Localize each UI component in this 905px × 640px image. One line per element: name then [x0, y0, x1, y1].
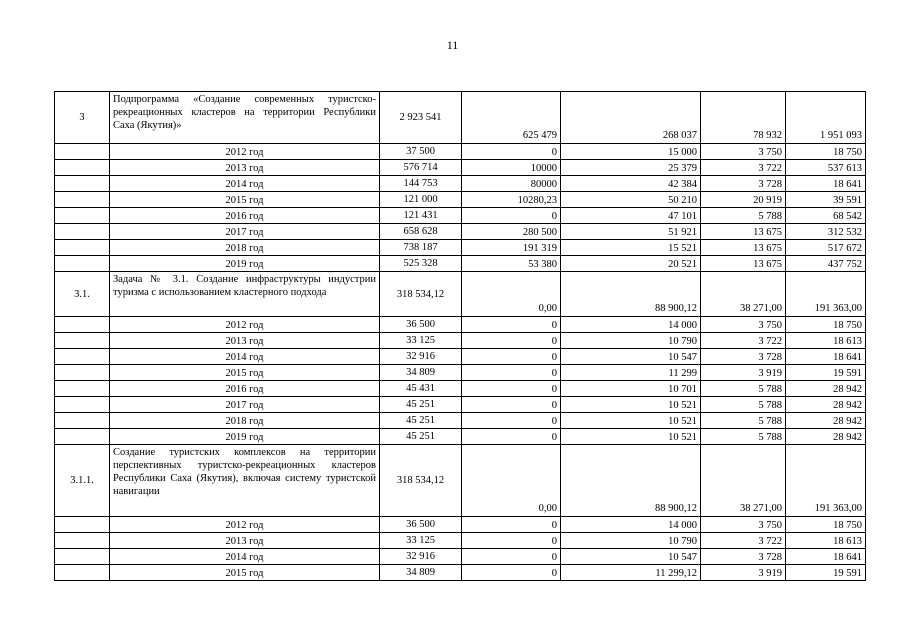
row-number: [55, 429, 110, 445]
row-number: [55, 333, 110, 349]
row-number: [55, 365, 110, 381]
value-cell: 3 722: [701, 333, 786, 349]
value-cell: 1 951 093: [786, 92, 866, 144]
row-number: [55, 413, 110, 429]
value-cell: 51 921: [561, 224, 701, 240]
row-year: 2013 год: [110, 160, 380, 176]
value-cell: 42 384: [561, 176, 701, 192]
total-cell: 33 125: [380, 333, 462, 349]
row-year: 2012 год: [110, 317, 380, 333]
year-row: [55, 349, 866, 365]
total-cell: 658 628: [380, 224, 462, 240]
value-cell: 88 900,12: [561, 272, 701, 317]
row-number: [55, 176, 110, 192]
value-cell: 517 672: [786, 240, 866, 256]
value-cell: 18 641: [786, 349, 866, 365]
value-cell: 3 728: [701, 349, 786, 365]
value-cell: 0: [462, 517, 561, 533]
value-cell: 0: [462, 533, 561, 549]
row-number: [55, 533, 110, 549]
row-year: 2015 год: [110, 192, 380, 208]
year-row: [55, 224, 866, 240]
row-year: 2015 год: [110, 565, 380, 581]
total-cell: 45 431: [380, 381, 462, 397]
value-cell: 18 641: [786, 549, 866, 565]
total-cell: 318 534,12: [380, 445, 462, 517]
year-row: [55, 256, 866, 272]
row-year: 2019 год: [110, 429, 380, 445]
value-cell: 18 750: [786, 144, 866, 160]
value-cell: 5 788: [701, 381, 786, 397]
value-cell: 537 613: [786, 160, 866, 176]
row-number: [55, 256, 110, 272]
row-number: 3.1.: [55, 272, 110, 317]
row-year: 2017 год: [110, 397, 380, 413]
total-cell: 2 923 541: [380, 92, 462, 144]
row-year: 2013 год: [110, 533, 380, 549]
year-row: [55, 517, 866, 533]
total-cell: 34 809: [380, 365, 462, 381]
value-cell: 3 728: [701, 549, 786, 565]
value-cell: 191 363,00: [786, 445, 866, 517]
value-cell: 13 675: [701, 256, 786, 272]
row-number: [55, 224, 110, 240]
value-cell: 38 271,00: [701, 445, 786, 517]
year-row: [55, 413, 866, 429]
value-cell: 53 380: [462, 256, 561, 272]
value-cell: 3 728: [701, 176, 786, 192]
value-cell: 18 613: [786, 333, 866, 349]
value-cell: 14 000: [561, 517, 701, 533]
value-cell: 0: [462, 333, 561, 349]
value-cell: 10 790: [561, 333, 701, 349]
year-row: [55, 333, 866, 349]
value-cell: 0,00: [462, 445, 561, 517]
value-cell: 18 750: [786, 317, 866, 333]
row-name: Задача № 3.1. Создание инфраструктуры индустрии туризма с использованием кластерного подхода: [110, 272, 380, 317]
row-number: [55, 317, 110, 333]
value-cell: 0: [462, 144, 561, 160]
value-cell: 20 919: [701, 192, 786, 208]
year-row: [55, 176, 866, 192]
row-name: Создание туристских комплексов на территории перспективных туристско-рекреационных кластеров Республики Саха (Якутия), включая систему туристской навигации: [110, 445, 380, 517]
row-number: [55, 192, 110, 208]
year-row: [55, 192, 866, 208]
year-row: [55, 144, 866, 160]
total-cell: 36 500: [380, 317, 462, 333]
value-cell: 10 547: [561, 549, 701, 565]
row-number: [55, 240, 110, 256]
value-cell: 20 521: [561, 256, 701, 272]
year-row: [55, 160, 866, 176]
value-cell: 0: [462, 317, 561, 333]
value-cell: 10 521: [561, 429, 701, 445]
value-cell: 5 788: [701, 397, 786, 413]
value-cell: 68 542: [786, 208, 866, 224]
total-cell: 36 500: [380, 517, 462, 533]
total-cell: 45 251: [380, 413, 462, 429]
value-cell: 13 675: [701, 240, 786, 256]
value-cell: 5 788: [701, 429, 786, 445]
value-cell: 18 750: [786, 517, 866, 533]
total-cell: 32 916: [380, 549, 462, 565]
table-body: [55, 92, 866, 581]
value-cell: 268 037: [561, 92, 701, 144]
value-cell: 3 919: [701, 365, 786, 381]
value-cell: 88 900,12: [561, 445, 701, 517]
value-cell: 47 101: [561, 208, 701, 224]
value-cell: 5 788: [701, 413, 786, 429]
section-row: [55, 445, 866, 517]
year-row: [55, 208, 866, 224]
row-year: 2013 год: [110, 333, 380, 349]
total-cell: 34 809: [380, 565, 462, 581]
year-row: [55, 317, 866, 333]
value-cell: 25 379: [561, 160, 701, 176]
value-cell: 50 210: [561, 192, 701, 208]
total-cell: 121 431: [380, 208, 462, 224]
row-year: 2016 год: [110, 381, 380, 397]
value-cell: 28 942: [786, 381, 866, 397]
value-cell: 10000: [462, 160, 561, 176]
value-cell: 3 750: [701, 317, 786, 333]
value-cell: 0: [462, 365, 561, 381]
value-cell: 0: [462, 565, 561, 581]
total-cell: 121 000: [380, 192, 462, 208]
budget-table: [54, 91, 866, 581]
value-cell: 15 521: [561, 240, 701, 256]
value-cell: 10 521: [561, 413, 701, 429]
value-cell: 10 547: [561, 349, 701, 365]
value-cell: 0: [462, 349, 561, 365]
value-cell: 18 613: [786, 533, 866, 549]
value-cell: 11 299,12: [561, 565, 701, 581]
value-cell: 10 790: [561, 533, 701, 549]
total-cell: 738 187: [380, 240, 462, 256]
page-number: 11: [446, 38, 459, 52]
row-year: 2014 год: [110, 176, 380, 192]
row-number: [55, 397, 110, 413]
total-cell: 525 328: [380, 256, 462, 272]
row-year: 2018 год: [110, 240, 380, 256]
value-cell: 15 000: [561, 144, 701, 160]
value-cell: 39 591: [786, 192, 866, 208]
value-cell: 0: [462, 429, 561, 445]
value-cell: 19 591: [786, 365, 866, 381]
row-year: 2012 год: [110, 517, 380, 533]
value-cell: 10280,23: [462, 192, 561, 208]
row-number: [55, 349, 110, 365]
value-cell: 3 722: [701, 533, 786, 549]
value-cell: 78 932: [701, 92, 786, 144]
total-cell: 144 753: [380, 176, 462, 192]
year-row: [55, 240, 866, 256]
year-row: [55, 565, 866, 581]
value-cell: 312 532: [786, 224, 866, 240]
total-cell: 37 500: [380, 144, 462, 160]
value-cell: 3 919: [701, 565, 786, 581]
row-year: 2016 год: [110, 208, 380, 224]
value-cell: 0: [462, 208, 561, 224]
value-cell: 0: [462, 381, 561, 397]
year-row: [55, 381, 866, 397]
value-cell: 191 319: [462, 240, 561, 256]
value-cell: 28 942: [786, 429, 866, 445]
value-cell: 191 363,00: [786, 272, 866, 317]
row-year: 2017 год: [110, 224, 380, 240]
value-cell: 19 591: [786, 565, 866, 581]
year-row: [55, 533, 866, 549]
value-cell: 28 942: [786, 413, 866, 429]
value-cell: 0,00: [462, 272, 561, 317]
year-row: [55, 365, 866, 381]
total-cell: 576 714: [380, 160, 462, 176]
section-row: [55, 92, 866, 144]
row-number: [55, 144, 110, 160]
value-cell: 13 675: [701, 224, 786, 240]
value-cell: 11 299: [561, 365, 701, 381]
total-cell: 45 251: [380, 429, 462, 445]
year-row: [55, 429, 866, 445]
row-year: 2014 год: [110, 549, 380, 565]
row-year: 2014 год: [110, 349, 380, 365]
row-number: [55, 160, 110, 176]
value-cell: 3 750: [701, 517, 786, 533]
value-cell: 10 701: [561, 381, 701, 397]
row-name: Подпрограмма «Создание современных туристско-рекреационных кластеров на территории Республики Саха (Якутия)»: [110, 92, 380, 144]
value-cell: 437 752: [786, 256, 866, 272]
row-number: [55, 381, 110, 397]
value-cell: 18 641: [786, 176, 866, 192]
value-cell: 3 722: [701, 160, 786, 176]
value-cell: 0: [462, 413, 561, 429]
value-cell: 3 750: [701, 144, 786, 160]
value-cell: 28 942: [786, 397, 866, 413]
value-cell: 280 500: [462, 224, 561, 240]
total-cell: 33 125: [380, 533, 462, 549]
value-cell: 0: [462, 549, 561, 565]
total-cell: 45 251: [380, 397, 462, 413]
year-row: [55, 397, 866, 413]
value-cell: 14 000: [561, 317, 701, 333]
value-cell: 5 788: [701, 208, 786, 224]
year-row: [55, 549, 866, 565]
value-cell: 0: [462, 397, 561, 413]
row-number: [55, 517, 110, 533]
row-number: [55, 565, 110, 581]
row-number: [55, 549, 110, 565]
section-row: [55, 272, 866, 317]
row-year: 2018 год: [110, 413, 380, 429]
row-number: [55, 208, 110, 224]
row-number: 3.1.1.: [55, 445, 110, 517]
row-number: 3: [55, 92, 110, 144]
total-cell: 32 916: [380, 349, 462, 365]
value-cell: 625 479: [462, 92, 561, 144]
value-cell: 80000: [462, 176, 561, 192]
row-year: 2012 год: [110, 144, 380, 160]
total-cell: 318 534,12: [380, 272, 462, 317]
row-year: 2019 год: [110, 256, 380, 272]
row-year: 2015 год: [110, 365, 380, 381]
value-cell: 38 271,00: [701, 272, 786, 317]
value-cell: 10 521: [561, 397, 701, 413]
